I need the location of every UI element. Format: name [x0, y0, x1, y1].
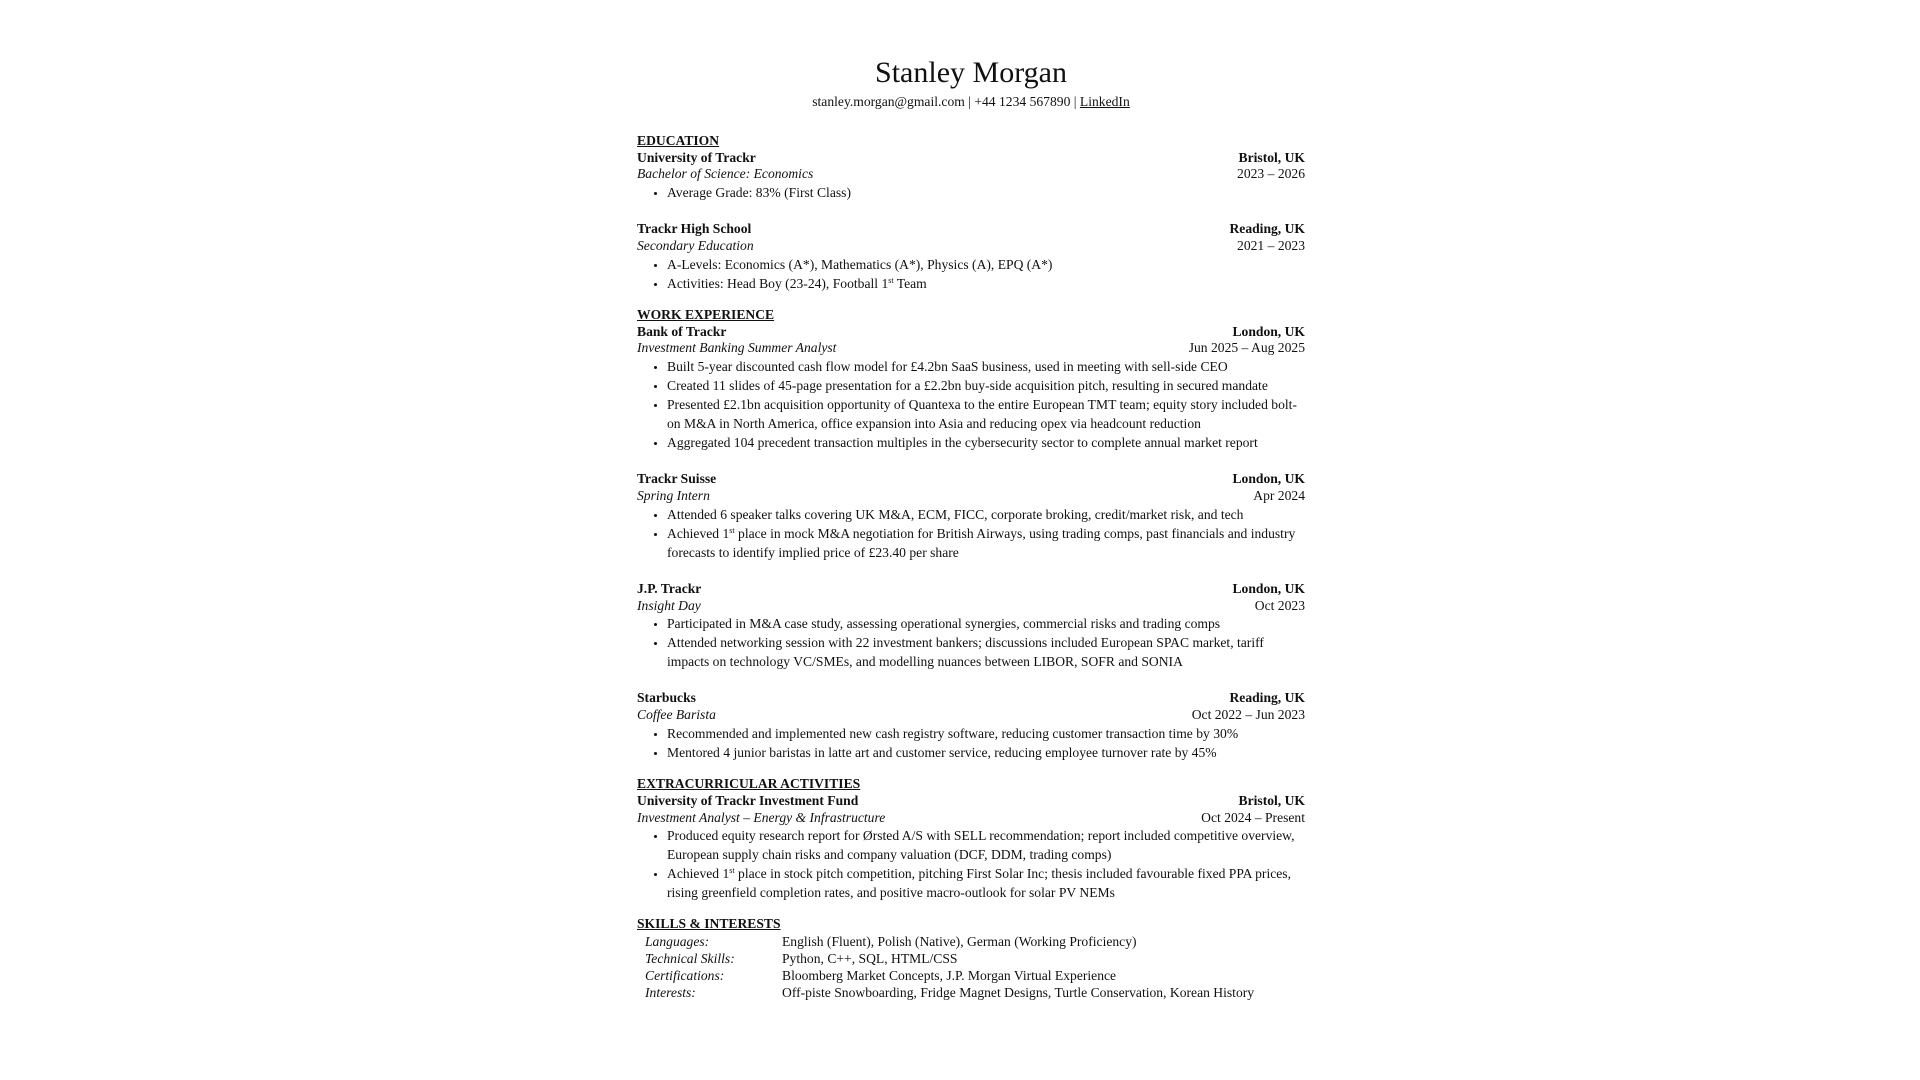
resume-entry — [637, 324, 1305, 453]
skills-section — [637, 934, 1305, 1001]
entry-dates: Oct 2022 – Jun 2023 — [1191, 707, 1305, 723]
entry-bullets — [637, 614, 1305, 671]
skill-value: Python, C++, SQL, HTML/CSS — [782, 950, 958, 966]
resume — [637, 56, 1305, 1001]
bullet-text: Achieved 1 — [667, 525, 730, 541]
bullet-item: • Attended networking session with 22 investment bankers; discussions included European SPAC market, tariff impacts on technology VC/SMEs, and modelling nuances between LIBOR, SOFR and SONIA — [667, 633, 1305, 671]
entry-dates: Oct 2024 – Present — [1201, 809, 1305, 825]
entry-header-row — [637, 471, 1305, 488]
entry-organization: Trackr High School — [637, 221, 752, 237]
skill-row — [637, 968, 1305, 985]
skill-value: English (Fluent), Polish (Native), German (Working Proficiency) — [782, 934, 1137, 950]
resume-entry — [637, 581, 1305, 672]
entry-subheader-row — [637, 238, 1305, 255]
entry-location: London, UK — [1232, 471, 1305, 487]
entry-dates: 2021 – 2023 — [1237, 237, 1305, 253]
entry-role: Coffee Barista — [637, 707, 716, 723]
entry-subheader-row — [637, 810, 1305, 827]
entry-role: Investment Analyst – Energy & Infrastructure — [637, 809, 886, 825]
entry-location: Reading, UK — [1229, 690, 1305, 706]
entry-subheader-row — [637, 488, 1305, 505]
resume-entry — [637, 221, 1305, 293]
skill-label: Interests: — [645, 984, 696, 1000]
work-experience-section — [637, 324, 1305, 762]
skill-value: Off-piste Snowboarding, Fridge Magnet Designs, Turtle Conservation, Korean History — [782, 984, 1255, 1000]
entry-role: Insight Day — [637, 597, 701, 613]
bullet-item — [667, 864, 1305, 902]
bullet-text: place in mock M&A negotiation for British Airways, using trading comps, past financials and industry forecasts to identify implied price of £23.40 per share — [667, 525, 1296, 560]
bullet-item — [667, 524, 1305, 562]
bullet-text: place in stock pitch competition, pitching First Solar Inc; thesis included favourable fixed PPA prices, rising greenfield completion rates, and positive macro-outlook for solar PV NEMs — [667, 866, 1291, 901]
bullet-item: • A-Levels: Economics (A*), Mathematics (A*), Physics (A), EPQ (A*) — [667, 255, 1305, 274]
section-title-education: EDUCATION — [637, 132, 720, 148]
skill-row — [637, 951, 1305, 968]
entry-organization: University of Trackr — [637, 149, 756, 165]
bullet-item: • Participated in M&A case study, assessing operational synergies, commercial risks and trading comps — [667, 614, 1305, 633]
linkedin-link[interactable]: LinkedIn — [1079, 94, 1130, 109]
skill-row — [637, 934, 1305, 951]
bullet-item: • Aggregated 104 precedent transaction multiples in the cybersecurity sector to complete annual market report — [667, 433, 1305, 452]
entry-subheader-row — [637, 707, 1305, 724]
entry-dates: Jun 2025 – Aug 2025 — [1188, 340, 1305, 356]
section-title-skills: SKILLS & INTERESTS — [637, 916, 781, 932]
entry-header-row — [637, 150, 1305, 167]
entry-header-row — [637, 690, 1305, 707]
bullet-text: Activities: Head Boy (23-24), Football 1 — [667, 275, 889, 291]
entry-bullets — [637, 724, 1305, 762]
entry-bullets — [637, 357, 1305, 452]
ordinal-suffix: st — [729, 525, 735, 535]
entry-location: Bristol, UK — [1238, 792, 1305, 808]
skill-label: Languages: — [645, 934, 710, 950]
skill-label: Certifications: — [645, 967, 725, 983]
entry-header-row — [637, 324, 1305, 341]
entry-location: Reading, UK — [1229, 221, 1305, 237]
entry-bullets — [637, 255, 1305, 293]
resume-entry — [637, 150, 1305, 203]
section-title-extracurricular: EXTRACURRICULAR ACTIVITIES — [637, 775, 861, 791]
entry-subheader-row — [637, 166, 1305, 183]
entry-organization: University of Trackr Investment Fund — [637, 792, 859, 808]
ordinal-suffix: st — [729, 866, 735, 876]
entry-location: Bristol, UK — [1238, 149, 1305, 165]
contact-separator: | — [964, 94, 975, 109]
bullet-item: • Built 5-year discounted cash flow model for £4.2bn SaaS business, used in meeting with sell-side CEO — [667, 357, 1305, 376]
bullet-item: • Recommended and implemented new cash registry software, reducing customer transaction time by 30% — [667, 724, 1305, 743]
entry-subheader-row — [637, 598, 1305, 615]
bullet-item: • Created 11 slides of 45-page presentation for a £2.2bn buy-side acquisition pitch, resulting in secured mandate — [667, 376, 1305, 395]
entry-role: Investment Banking Summer Analyst — [637, 340, 837, 356]
entry-organization: J.P. Trackr — [637, 580, 702, 596]
education-section — [637, 150, 1305, 293]
entry-role: Spring Intern — [637, 487, 710, 503]
contact-separator: | — [1070, 94, 1080, 109]
entry-dates: Oct 2023 — [1254, 597, 1305, 613]
contact-email: stanley.morgan@gmail.com — [812, 94, 965, 109]
entry-organization: Bank of Trackr — [637, 323, 727, 339]
resume-name: Stanley Morgan — [875, 56, 1067, 89]
entry-role: Secondary Education — [637, 237, 754, 253]
entry-dates: 2023 – 2026 — [1237, 166, 1305, 182]
resume-entry — [637, 690, 1305, 762]
entry-bullets — [637, 183, 1305, 202]
entry-header-row — [637, 221, 1305, 238]
skill-row — [637, 985, 1305, 1002]
bullet-item: • Average Grade: 83% (First Class) — [667, 183, 1305, 202]
resume-entry — [637, 793, 1305, 903]
ordinal-suffix: st — [888, 275, 894, 285]
entry-organization: Starbucks — [637, 690, 696, 706]
section-title-work-experience: WORK EXPERIENCE — [637, 306, 775, 322]
contact-phone: +44 1234 567890 — [974, 94, 1071, 109]
entry-header-row — [637, 793, 1305, 810]
bullet-item — [667, 274, 1305, 293]
contact-line — [637, 94, 1305, 111]
bullet-text: Achieved 1 — [667, 866, 730, 882]
entry-location: London, UK — [1232, 323, 1305, 339]
entry-bullets — [637, 505, 1305, 562]
entry-bullets — [637, 826, 1305, 902]
bullet-text: Team — [893, 275, 927, 291]
skill-value: Bloomberg Market Concepts, J.P. Morgan Virtual Experience — [782, 967, 1117, 983]
bullet-item: • Mentored 4 junior baristas in latte art and customer service, reducing employee turnover rate by 45% — [667, 743, 1305, 762]
entry-subheader-row — [637, 340, 1305, 357]
skill-label: Technical Skills: — [645, 950, 735, 966]
entry-organization: Trackr Suisse — [637, 471, 717, 487]
extracurricular-section — [637, 793, 1305, 903]
entry-location: London, UK — [1232, 580, 1305, 596]
resume-entry — [637, 471, 1305, 562]
bullet-item: • Produced equity research report for Ørsted A/S with SELL recommendation; report included competitive overview, European supply chain risks and company valuation (DCF, DDM, trading comps) — [667, 826, 1305, 864]
entry-header-row — [637, 581, 1305, 598]
entry-role: Bachelor of Science: Economics — [637, 166, 814, 182]
bullet-item: • Presented £2.1bn acquisition opportunity of Quantexa to the entire European TMT team; equity story included bolt-on M&A in North America, office expansion into Asia and reducing opex via headcount reduction — [667, 395, 1305, 433]
bullet-item: • Attended 6 speaker talks covering UK M&A, ECM, FICC, corporate broking, credit/market risk, and tech — [667, 505, 1305, 524]
entry-dates: Apr 2024 — [1253, 487, 1305, 503]
